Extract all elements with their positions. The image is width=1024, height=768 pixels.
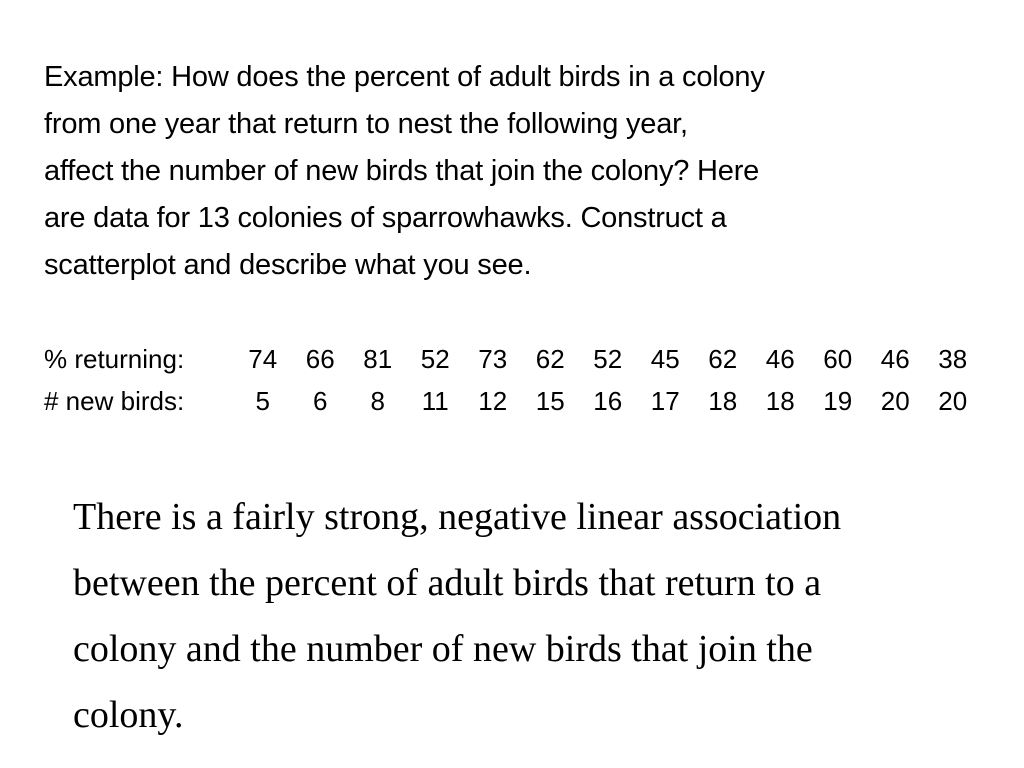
question-line: affect the number of new birds that join the colony? Here (44, 155, 760, 187)
data-cell: 11 (421, 386, 449, 416)
question-line: Example: How does the percent of adult birds in a colony (44, 61, 765, 93)
data-table (44, 338, 982, 422)
data-cell: 52 (593, 344, 623, 374)
data-cell: 16 (593, 386, 623, 416)
data-cell: 45 (650, 344, 680, 374)
answer-line: There is a fairly strong, negative linear association (73, 496, 842, 538)
question-line: are data for 13 colonies of sparrowhawks. Construct a (44, 202, 727, 234)
data-cell: 60 (823, 344, 853, 374)
question-text (44, 54, 994, 289)
data-cell: 8 (370, 386, 385, 416)
answer-line: between the percent of adult birds that return to a (73, 562, 822, 604)
data-cell: 73 (478, 344, 508, 374)
data-cell: 66 (305, 344, 335, 374)
data-row-new-birds (44, 380, 982, 422)
question-line: from one year that return to nest the following year, (44, 108, 688, 140)
data-cell: 5 (255, 386, 270, 416)
data-cell: 81 (363, 344, 393, 374)
data-cell: 12 (478, 386, 508, 416)
data-cell: 6 (313, 386, 328, 416)
data-cell: 18 (708, 386, 738, 416)
data-cell: 52 (420, 344, 450, 374)
question-line: scatterplot and describe what you see. (44, 249, 532, 281)
data-cell: 46 (880, 344, 910, 374)
row-label: % returning: (44, 344, 185, 374)
data-cell: 20 (880, 386, 910, 416)
data-cell: 15 (535, 386, 565, 416)
data-cell: 62 (708, 344, 738, 374)
data-cell: 17 (650, 386, 680, 416)
data-row-percent-returning (44, 338, 982, 380)
data-cell: 19 (823, 386, 853, 416)
data-cell: 18 (765, 386, 795, 416)
row-label: # new birds: (44, 386, 185, 416)
data-cell: 62 (535, 344, 565, 374)
answer-line: colony and the number of new birds that join the (73, 628, 813, 670)
data-cell: 20 (938, 386, 968, 416)
data-cell: 46 (765, 344, 795, 374)
data-cell: 38 (938, 344, 968, 374)
answer-line: colony. (73, 694, 184, 736)
answer-text (73, 484, 973, 748)
data-cell: 74 (248, 344, 278, 374)
